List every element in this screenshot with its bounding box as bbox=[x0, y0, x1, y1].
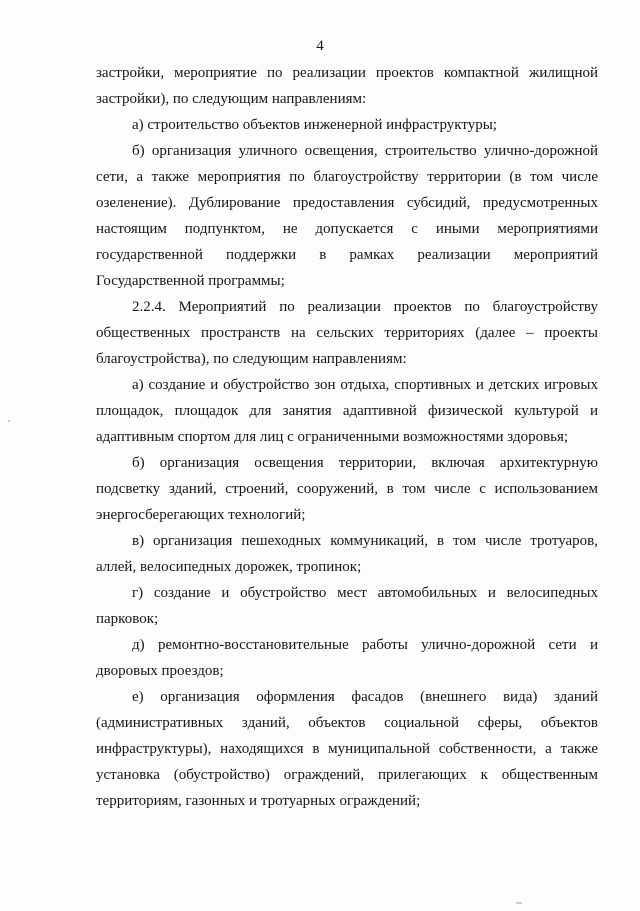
scan-speck bbox=[8, 420, 10, 422]
paragraph-item-e-facades: е) организация оформления фасадов (внешнего вида) зданий (административных зданий, объектов социальной сферы, объектов инфраструктуры), находящихся в муниципальной собственности, а также установка (обустройство) ограждений, прилегающих к общественным территориям, газонных и тротуарных ограждений; bbox=[96, 689, 598, 809]
paragraph-item-a-infrastructure: а) строительство объектов инженерной инфраструктуры; bbox=[132, 117, 497, 133]
scan-speck bbox=[516, 902, 522, 904]
paragraph-item-d-repair: д) ремонтно-восстановительные работы улично-дорожной сети и дворовых проездов; bbox=[96, 637, 598, 679]
paragraph-item-b-lighting: б) организация уличного освещения, строительство улично-дорожной сети, а также мероприятия по благоустройству территории (в том числе озеленение). Дублирование предоставления субсидий, предусмотренных настоящим подпунктом, не допускается с иными мероприятиями государственной поддержки в рамках реализации мероприятий Государственной программы; bbox=[96, 143, 598, 289]
paragraph-item-a-recreation: а) создание и обустройство зон отдыха, спортивных и детских игровых площадок, площадок для занятия адаптивной физической культурой и адаптивным спортом для лиц с ограниченными возможностями здоровья; bbox=[96, 377, 598, 445]
paragraph-item-b-illumination: б) организация освещения территории, включая архитектурную подсветку зданий, строений, сооружений, в том числе с использованием энергосберегающих технологий; bbox=[96, 455, 598, 523]
document-body bbox=[96, 60, 598, 814]
paragraph-section-2-2-4: 2.2.4. Мероприятий по реализации проектов по благоустройству общественных пространств на сельских территориях (далее – проекты благоустройства), по следующим направлениям: bbox=[96, 299, 598, 367]
paragraph-continuation: застройки, мероприятие по реализации проектов компактной жилищной застройки), по следующим направлениям: bbox=[96, 65, 598, 107]
page-number: 4 bbox=[316, 38, 324, 54]
paragraph-item-g-parking: г) создание и обустройство мест автомобильных и велосипедных парковок; bbox=[96, 585, 598, 627]
paragraph-item-v-pedestrian: в) организация пешеходных коммуникаций, в том числе тротуаров, аллей, велосипедных дорожек, тропинок; bbox=[96, 533, 598, 575]
